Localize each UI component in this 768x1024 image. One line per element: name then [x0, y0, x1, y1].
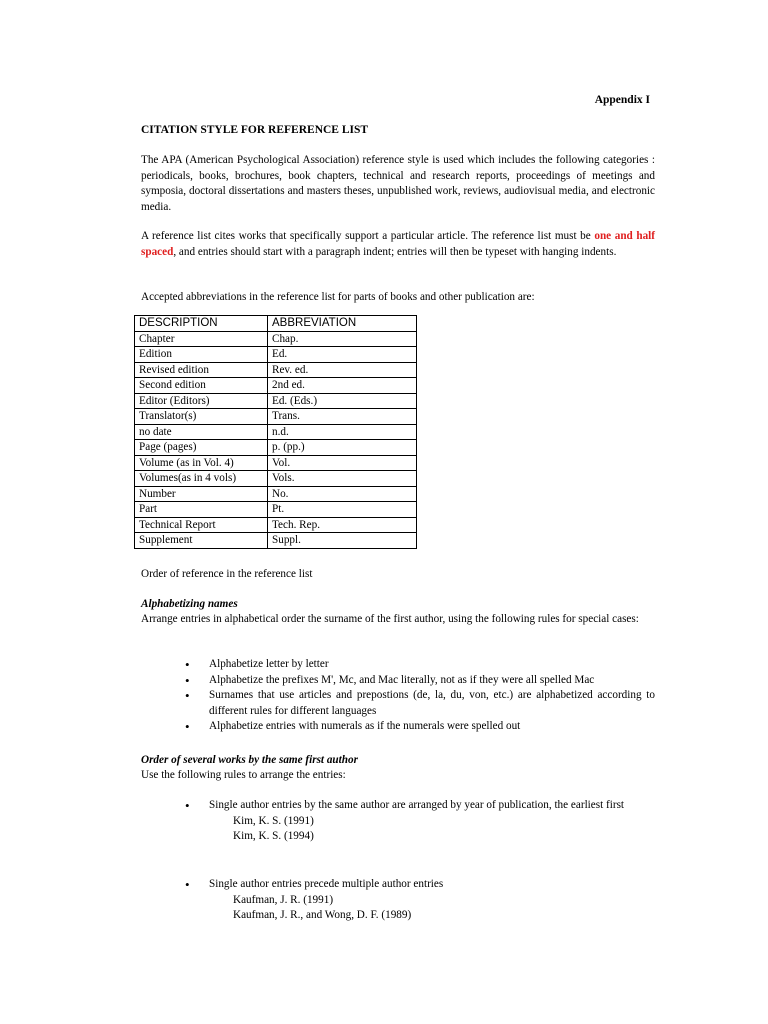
abbreviation-cell: Chap.: [268, 331, 417, 347]
abbreviation-cell: Suppl.: [268, 533, 417, 549]
example-entry: Kaufman, J. R. (1991): [233, 893, 334, 906]
abbreviation-cell: Vols.: [268, 471, 417, 487]
abbreviations-intro: Accepted abbreviations in the reference list for parts of books and other publication are:: [141, 291, 535, 303]
example-entry: Kaufman, J. R., and Wong, D. F. (1989): [233, 909, 412, 921]
table-row: [135, 471, 417, 487]
intro-paragraph: The APA (American Psychological Association) reference style is used which includes the following categories : periodicals, books, brochures, book chapters, technical and research reports, proceedings of meetings and symposia, doctoral dissertations and masters theses, unpublished work, reviews, audiovisual media, and electronic media.: [141, 154, 655, 213]
abbreviation-cell: Trans.: [268, 409, 417, 425]
table-row: [135, 533, 417, 549]
table-row: [135, 409, 417, 425]
list-item: [185, 877, 655, 924]
abbreviation-cell: Rev. ed.: [268, 362, 417, 378]
alphabetizing-rules-list: [185, 657, 655, 735]
abbreviation-cell: Ed.: [268, 347, 417, 363]
list-item: • Alphabetize entries with numerals as if the numerals were spelled out: [185, 719, 655, 735]
table-row: [135, 393, 417, 409]
description-cell: Volumes(as in 4 vols): [135, 471, 268, 487]
description-cell: Editor (Editors): [135, 393, 268, 409]
abbreviation-cell: No.: [268, 486, 417, 502]
abbreviation-cell: n.d.: [268, 424, 417, 440]
abbreviation-cell: Tech. Rep.: [268, 517, 417, 533]
spacing-text-after: , and entries should start with a paragraph indent; entries will then be typeset with hanging indents.: [173, 245, 617, 258]
list-item: • Surnames that use articles and prepostions (de, la, du, von, etc.) are alphabetized according to different rules for different languages: [185, 688, 655, 719]
description-cell: no date: [135, 424, 268, 440]
example-entry: Kim, K. S. (1994): [233, 830, 314, 842]
table-row: [135, 331, 417, 347]
column-header-abbreviation: ABBREVIATION: [268, 316, 417, 332]
table-header-row: [135, 316, 417, 332]
same-author-rule-2: [185, 877, 655, 924]
column-header-description: DESCRIPTION: [135, 316, 268, 332]
table-row: [135, 517, 417, 533]
table-row: [135, 486, 417, 502]
rule-text: • Single author entries by the same author are arranged by year of publication, the earliest first: [209, 799, 625, 811]
description-cell: Supplement: [135, 533, 268, 549]
page-title: CITATION STYLE FOR REFERENCE LIST: [141, 124, 369, 136]
abbreviation-table: [134, 315, 417, 549]
description-cell: Number: [135, 486, 268, 502]
table-row: [135, 502, 417, 518]
description-cell: Edition: [135, 347, 268, 363]
same-author-intro: Use the following rules to arrange the entries:: [141, 769, 346, 781]
description-cell: Technical Report: [135, 517, 268, 533]
spacing-paragraph: [141, 229, 655, 260]
spacing-text-before: A reference list cites works that specifically support a particular article. The reference list must be: [141, 230, 595, 242]
spacing-highlight: one and half spaced: [141, 230, 655, 258]
table-row: [135, 440, 417, 456]
table-row: [135, 347, 417, 363]
alphabetizing-heading: Alphabetizing names: [141, 598, 238, 610]
same-author-heading: Order of several works by the same first author: [141, 754, 358, 766]
table-row: [135, 455, 417, 471]
abbreviation-cell: Vol.: [268, 455, 417, 471]
rule-text: • Single author entries precede multiple author entries: [209, 878, 444, 890]
table-row: [135, 378, 417, 394]
description-cell: Chapter: [135, 331, 268, 347]
order-text: Order of reference in the reference list: [141, 568, 313, 580]
table-row: [135, 424, 417, 440]
description-cell: Page (pages): [135, 440, 268, 456]
table-row: [135, 362, 417, 378]
description-cell: Volume (as in Vol. 4): [135, 455, 268, 471]
example-entry: Kim, K. S. (1991): [233, 814, 314, 827]
alphabetizing-intro: Arrange entries in alphabetical order the surname of the first author, using the following rules for special cases:: [141, 613, 639, 625]
same-author-rule-1: [185, 798, 655, 845]
list-item: [185, 798, 655, 845]
appendix-label: Appendix I: [594, 94, 650, 106]
list-item: • Alphabetize the prefixes M', Mc, and Mac literally, not as if they were all spelled Mac: [185, 673, 655, 689]
list-item: • Alphabetize letter by letter: [185, 657, 655, 673]
description-cell: Translator(s): [135, 409, 268, 425]
abbreviation-cell: p. (pp.): [268, 440, 417, 456]
description-cell: Part: [135, 502, 268, 518]
description-cell: Second edition: [135, 378, 268, 394]
abbreviation-cell: Pt.: [268, 502, 417, 518]
description-cell: Revised edition: [135, 362, 268, 378]
abbreviation-cell: Ed. (Eds.): [268, 393, 417, 409]
abbreviation-cell: 2nd ed.: [268, 378, 417, 394]
